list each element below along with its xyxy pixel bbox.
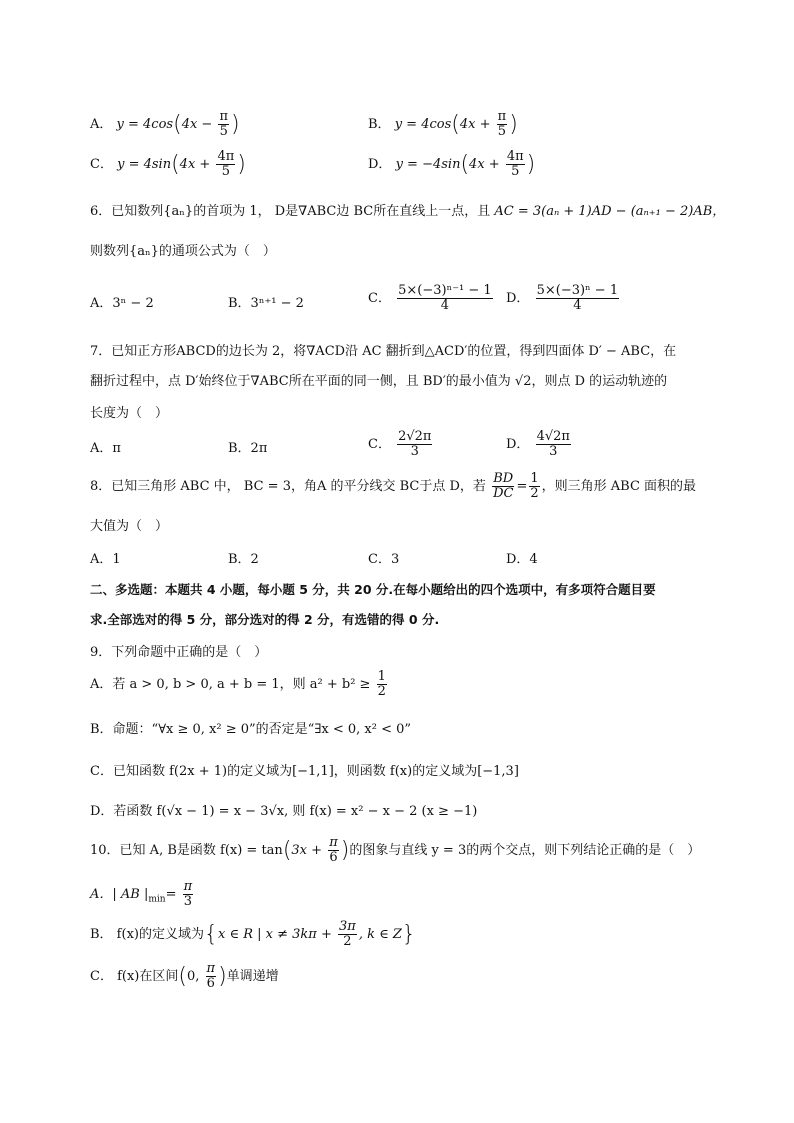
q10-stem: 10．已知 A, B是函数 f(x) = tan(3x + $\frac{\pi}{6}$ )的图象与直线 y = 3的两个交点，则下列结论正确的是（ ） (90, 835, 701, 865)
q5-option-c: C． y = 4sin(4x + $\frac{4\pi}{5}$ ) (90, 149, 246, 179)
q10-option-c: C． f(x)在区间(0, $\frac{\pi}{6}$ )单调递增 (90, 961, 279, 991)
q6-option-b: B．3ⁿ⁺¹ − 2 (228, 296, 304, 311)
q8-option-c: C．3 (368, 552, 400, 567)
q6-option-a: A．3ⁿ − 2 (90, 296, 154, 311)
q7-stem-line3: 长度为（ ） (90, 406, 169, 421)
q9-option-d: D．若函数 f(√x − 1) = x − 3√x, 则 f(x) = x² − x − 2 (x ≥ −1) (90, 804, 478, 819)
q6-stem-line1: 6．已知数列{aₙ}的首项为 1， D是∇ABC边 BC所在直线上一点，且 AC = 3(aₙ + 1)AD − (aₙ₊₁ − 2)AB， (90, 204, 726, 219)
section-2-heading: 二、多选题：本题共 4 小题，每小题 5 分，共 20 分.在每小题给出的四个选项中，有多项符合题目要 (90, 582, 656, 597)
q9-option-a: A．若 a > 0, b > 0, a + b = 1，则 a² + b² ≥ $\frac{1}{2}$ (90, 669, 386, 699)
q7-option-b: B．2π (228, 441, 268, 456)
q6-option-c: C． $\frac{\text{5×(−3)ⁿ⁻¹ − 1}}{4}$ (368, 283, 492, 313)
q6-vector-formula: AC = 3(aₙ + 1)AD − (aₙ₊₁ − 2)AB， (494, 204, 726, 219)
q5-a-fraction: $\frac{\pi}{5}$ (219, 109, 229, 139)
q10-option-a: A．| AB $|_{min}=$ $\frac{\pi}{3}$ (90, 879, 193, 909)
q8-option-a: A．1 (90, 552, 121, 567)
q7-option-d: D． $\frac{4√2\pi}{3}$ (506, 429, 570, 459)
q7-option-c: C． $\frac{2√2\pi}{3}$ (368, 429, 432, 459)
q5-d-fraction: $\frac{4\pi}{5}$ (506, 149, 524, 179)
q6-option-d: D． $\frac{\text{5×(−3)ⁿ − 1}}{4}$ (506, 283, 619, 313)
q5-c-fraction: $\frac{4\pi}{5}$ (217, 149, 235, 179)
q7-stem-line2: 翻折过程中，点 D′始终位于∇ABC所在平面的同一侧，且 BD′的最小值为 √2，则点 D 的运动轨迹的 (90, 374, 668, 389)
q10-option-b: B． f(x)的定义域为{x ∈ R | x ≠ 3kπ + $\frac{3\pi}{2}$ , k ∈ Z} (90, 919, 416, 949)
q5-option-a: A． y = 4cos(4x − $\frac{\pi}{5}$ ) (90, 109, 240, 139)
q9-option-c: C．已知函数 f(2x + 1)的定义域为[−1,1]，则函数 f(x)的定义域为[−1,3] (90, 764, 519, 779)
q9-stem: 9．下列命题中正确的是（ ） (90, 645, 268, 660)
q7-option-a: A．π (90, 441, 121, 456)
q5-option-b: B． y = 4cos(4x + $\frac{\pi}{5}$ ) (368, 109, 518, 139)
q9-option-b: B．命题：“∀x ≥ 0, x² ≥ 0”的否定是“∃x < 0, x² < 0” (90, 722, 412, 737)
q5-option-d: D． y = −4sin(4x + $\frac{4\pi}{5}$ ) (368, 149, 536, 179)
q6-stem-line2: 则数列{aₙ}的通项公式为（ ） (90, 244, 276, 259)
q5-b-fraction: $\frac{\pi}{5}$ (497, 109, 507, 139)
section-2-heading-line2: 求.全部选对的得 5 分，部分选对的得 2 分，有选错的得 0 分. (90, 612, 440, 627)
q8-stem-line1: 8．已知三角形 ABC 中， BC = 3，角A 的平分线交 BC于点 D，若 $\frac{BD}{DC}$ = $\frac{1}{2}$ ，则三角形 ABC 面积的最 (90, 471, 697, 501)
q8-option-d: D．4 (506, 552, 538, 567)
q8-stem-line2: 大值为（ ） (90, 519, 169, 534)
q7-stem-line1: 7．已知正方形ABCD的边长为 2，将∇ACD沿 AC 翻折到△ACD′的位置，得到四面体 D′ − ABC，在 (90, 344, 677, 359)
q8-option-b: B．2 (228, 552, 259, 567)
